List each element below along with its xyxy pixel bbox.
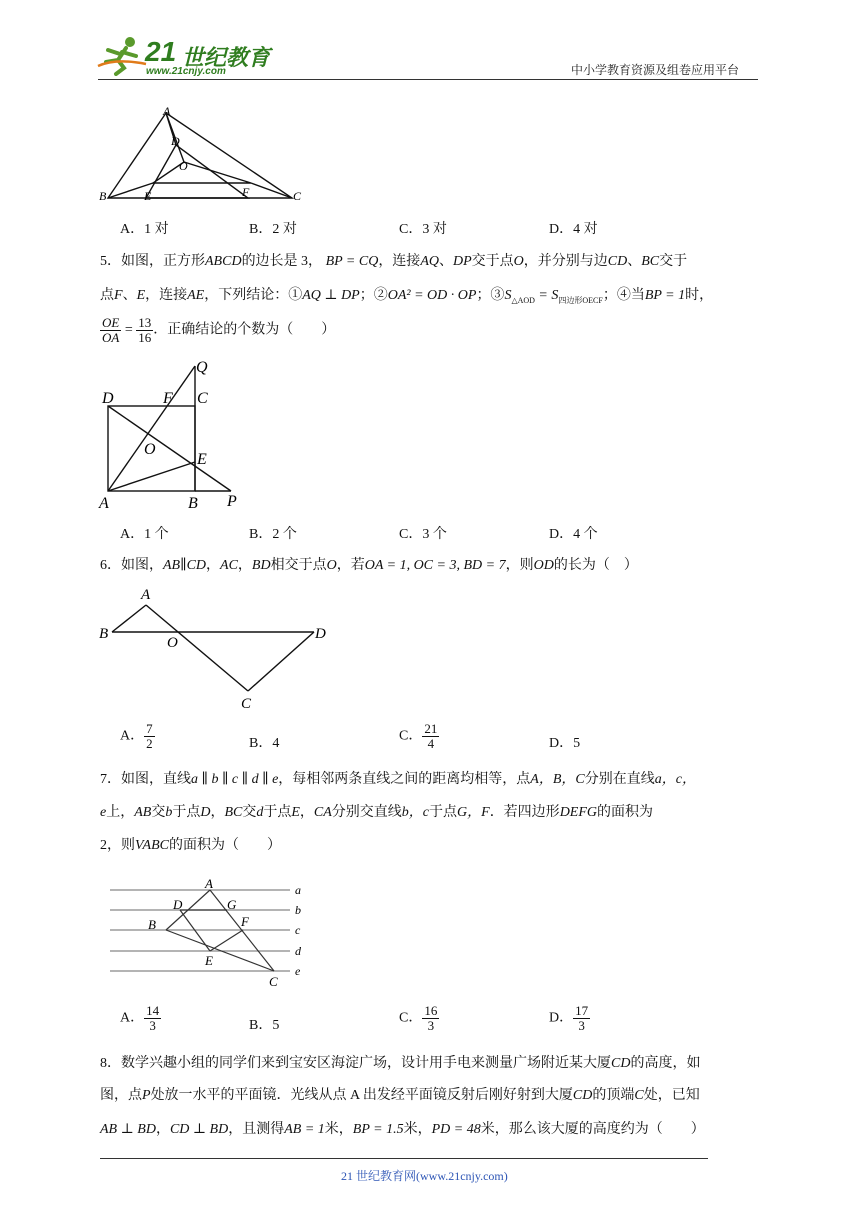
q5-option-b[interactable]: B．2 个 [249, 527, 297, 542]
label-o: O [179, 159, 188, 173]
q7-line1: 7．如图，直线a ∥ b ∥ c ∥ d ∥ e，每相邻两条直线之间的距离均相等，点A，B，C分别在直线a，c， [100, 772, 696, 787]
label-e: E [197, 451, 207, 468]
q8-line3: AB ⊥ BD，CD ⊥ BD，且测得AB = 1米，BP = 1.5米，PD = 48米，那么该大厦的高度约为（ ） [100, 1122, 705, 1137]
q7-lines-figure [104, 874, 314, 992]
q5-ratio-fraction: $\frac{OE}{OA}$ [102, 315, 120, 345]
q5-option-a[interactable]: A．1 个 [120, 527, 169, 542]
q5-line3: $\frac{OE}{OA}$ = $\frac{13}{16}$ ．正确结论的个数为（ ） [102, 315, 336, 345]
q4-option-d[interactable]: D．4 对 [549, 222, 598, 237]
logo-number: 21 [145, 36, 177, 67]
line-label-c: c [295, 923, 301, 937]
q7-option-c[interactable]: C． $\frac{16}{3}$ [399, 1003, 438, 1033]
label-a: A [99, 495, 109, 512]
footer-divider [100, 1158, 708, 1159]
q4-option-b[interactable]: B．2 对 [249, 222, 297, 237]
label-e: E [144, 189, 152, 203]
label-e: E [205, 953, 213, 968]
label-b: B [99, 626, 109, 642]
q7-line3: 2，则VABC的面积为（ ） [100, 838, 281, 853]
line-label-b: b [295, 903, 301, 917]
platform-name: 中小学教育资源及组卷应用平台 [571, 63, 740, 77]
q8-line2: 图，点P处放一水平的平面镜．光线从点 A 出发经平面镜反射后刚好射到大厦CD的顶端C处，已知 [100, 1088, 700, 1103]
q5-line2: 点F、E，连接AE，下列结论：①AQ ⊥ DP；②OA² = OD · OP；$③S_{\triangle AOD} = S_{四边形OECF}$；④当BP = 1时， [100, 288, 714, 305]
label-c: C [293, 189, 302, 203]
q5-square-figure [96, 356, 256, 514]
label-d: D [102, 390, 114, 407]
label-d: D [315, 626, 326, 642]
logo-title: 世纪教育 [182, 45, 271, 70]
q5-option-c[interactable]: C．3 个 [399, 527, 447, 542]
label-p: P [227, 493, 237, 510]
line-label-e: e [295, 964, 301, 978]
label-a: A [163, 104, 171, 118]
label-d: D [171, 134, 180, 148]
label-c: C [269, 974, 278, 989]
label-d: D [173, 897, 183, 912]
label-b: B [148, 917, 156, 932]
label-o: O [167, 635, 178, 651]
line-label-d: d [295, 944, 301, 958]
label-f: F [241, 914, 249, 929]
label-o: O [144, 441, 156, 458]
label-f: F [163, 390, 173, 407]
q6-option-c[interactable]: C． $\frac{21}{4}$ [399, 721, 438, 751]
label-a: A [205, 876, 213, 891]
q7-option-b[interactable]: B．5 [249, 1018, 280, 1033]
logo-url: www.21cnjy.com [146, 66, 226, 77]
label-q: Q [196, 359, 208, 376]
q7-option-a[interactable]: A． $\frac{14}{3}$ [120, 1003, 160, 1033]
q5-value-fraction: $\frac{13}{16}$ [138, 315, 152, 345]
q7-option-d[interactable]: D． $\frac{17}{3}$ [549, 1003, 589, 1033]
label-c: C [241, 696, 252, 712]
line-label-a: a [295, 883, 301, 897]
q4-option-c[interactable]: C．3 对 [399, 222, 447, 237]
q8-line1: 8．数学兴趣小组的同学们来到宝安区海淀广场，设计用手电来测量广场附近某大厦CD的高度，如 [100, 1056, 701, 1071]
q6-option-b[interactable]: B．4 [249, 736, 280, 751]
q4-triangle-figure [96, 104, 308, 204]
q6-text: 6．如图，AB∥CD，AC，BD相交于点O，若OA = 1, OC = 3, BD = 7，则OD的长为（ ） [100, 558, 638, 573]
label-a: A [141, 587, 151, 603]
label-b: B [99, 189, 107, 203]
label-c: C [197, 390, 208, 407]
q7-line2: e上，AB交b于点D，BC交d于点E，CA分别交直线b，c于点G，F．若四边形DEFG的面积为 [100, 805, 654, 820]
q4-option-a[interactable]: A．1 对 [120, 222, 169, 237]
q6-option-d[interactable]: D．5 [549, 736, 581, 751]
header-divider [98, 79, 758, 80]
footer-link[interactable]: 21 世纪教育网(www.21cnjy.com) [341, 1169, 508, 1183]
q5-line1: 5．如图，正方形ABCD的边长是 3， BP = CQ，连接AQ、DP交于点O，并分别与边CD、BC交于 [100, 254, 688, 269]
label-g: G [227, 897, 237, 912]
q6-parallel-figure [96, 584, 336, 714]
q6-option-a[interactable]: A． $\frac{7}{2}$ [120, 721, 153, 751]
q5-option-d[interactable]: D．4 个 [549, 527, 598, 542]
label-f: F [242, 185, 250, 199]
label-b: B [188, 495, 198, 512]
